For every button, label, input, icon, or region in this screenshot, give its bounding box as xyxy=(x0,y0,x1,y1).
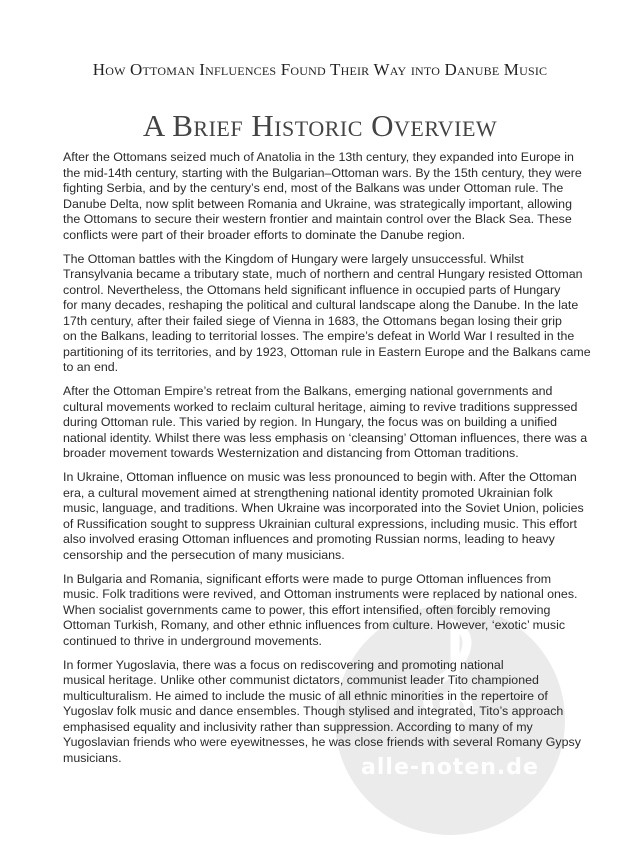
paragraph xyxy=(63,658,583,767)
text-line: for many decades, reshaping the political and cultural landscape along the Danube. In the late xyxy=(63,298,579,312)
text-line: cultural movements worked to reclaim cultural heritage, aiming to revive traditions suppressed xyxy=(63,399,578,414)
paragraph xyxy=(63,384,588,462)
text-line: of Russification sought to suppress Ukrainian cultural expressions, including music. This effort xyxy=(63,516,577,531)
text-line: After the Ottoman Empire’s retreat from the Balkans, emerging national governments and xyxy=(63,384,553,398)
text-line: music, language, and traditions. When Ukraine was incorporated into the Soviet Union, policies xyxy=(63,501,584,515)
text-line: After the Ottomans seized much of Anatolia in the 13th century, they expanded into Europe in xyxy=(63,150,574,164)
text-line: broader movement towards Westernization and distancing from Ottoman traditions. xyxy=(63,446,519,460)
text-line: censorship and the persecution of many musicians. xyxy=(63,547,345,562)
text-line: Yugoslavian friends who were eyewitnesses, he was close friends with several Romany Gypsy xyxy=(63,735,581,749)
text-line: on the Balkans, leading to territorial losses. The empire’s defeat in World War I resulted in the xyxy=(63,329,575,343)
text-line: The Ottoman battles with the Kingdom of Hungary were largely unsuccessful. Whilst xyxy=(63,251,524,266)
text-line: national identity. Whilst there was less emphasis on ‘cleansing’ Ottoman influences, there was a xyxy=(63,430,588,445)
text-line: during Ottoman rule. This varied by region. In Hungary, the focus was on building a unified xyxy=(63,415,558,429)
text-line: partitioning of its territories, and by 1923, Ottoman rule in Eastern Europe and the Balkans came xyxy=(63,344,591,359)
text-line: Danube Delta, now split between Romania and Ukraine, was strategically important, allowing xyxy=(63,196,572,211)
text-line: also involved erasing Ottoman influences and promoting Russian norms, leading to heavy xyxy=(63,532,555,546)
text-line: control. Nevertheless, the Ottomans held significant influence in occupied parts of Hungary xyxy=(63,282,561,297)
text-line: emphasised equality and inclusivity rather than suppression. According to many of my xyxy=(63,719,533,734)
body-text xyxy=(63,150,591,775)
text-line: fighting Serbia, and by the century’s end, most of the Balkans was under Ottoman rule. The xyxy=(63,181,564,195)
text-line: Yugoslav folk music and dance ensembles. Though stylised and integrated, Tito’s approach xyxy=(63,704,564,718)
paragraph xyxy=(63,572,583,650)
paragraph xyxy=(63,150,583,243)
text-line: continued to thrive in underground movements. xyxy=(63,633,322,648)
watermark-text: alle-noten.de xyxy=(361,755,539,780)
text-line: multiculturalism. He aimed to include the music of all ethnic minorities in the repertoire of xyxy=(63,688,548,703)
text-line: In former Yugoslavia, there was a focus on rediscovering and promoting national xyxy=(63,657,504,672)
text-line: In Ukraine, Ottoman influence on music was less pronounced to begin with. After the Ottoman xyxy=(63,470,577,484)
text-line: musicians. xyxy=(63,750,122,765)
running-header: How Ottoman Influences Found Their Way into Danube Music xyxy=(92,60,548,79)
text-line: Ottoman Turkish, Romany, and other ethnic influences from culture. However, ‘exotic’ music xyxy=(63,618,566,632)
text-line: 17th century, after their failed siege of Vienna in 1683, the Ottomans began losing their grip xyxy=(63,313,562,328)
paragraph xyxy=(63,470,583,563)
section-title: A Brief Historic Overview xyxy=(142,108,498,143)
text-line: era, a cultural movement aimed at strengthening national identity promoted Ukrainian folk xyxy=(63,485,553,500)
text-line: the Ottomans to secure their western frontier and maintain control over the Black Sea. These xyxy=(63,212,572,226)
text-line: In Bulgaria and Romania, significant efforts were made to purge Ottoman influences from xyxy=(63,571,552,586)
text-line: Transylvania became a tributary state, much of northern and central Hungary resisted Ottoman xyxy=(63,267,583,281)
text-line: musical heritage. Unlike other communist dictators, communist leader Tito championed xyxy=(63,673,539,687)
paragraph xyxy=(63,251,591,376)
text-line: to an end. xyxy=(63,360,119,374)
text-line: conflicts were part of their broader efforts to dominate the Danube region. xyxy=(63,227,466,242)
text-line: the mid-14th century, starting with the Bulgarian–Ottoman wars. By the 15th century, they were xyxy=(63,165,582,180)
text-line: When socialist governments came to power, this effort intensified, often forcibly removing xyxy=(63,602,551,617)
text-line: music. Folk traditions were revived, and Ottoman instruments were replaced by national ones. xyxy=(63,587,578,601)
